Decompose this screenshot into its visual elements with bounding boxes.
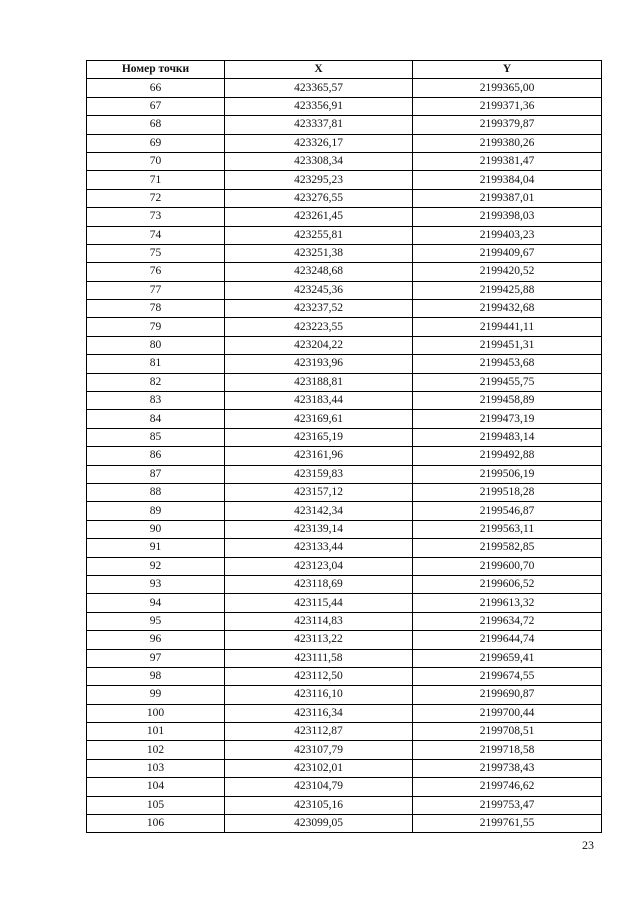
table-row: [87, 686, 602, 704]
y-cell: 2199420,52: [413, 263, 602, 281]
point-number-cell: 71: [87, 171, 225, 189]
point-number-cell: 68: [87, 116, 225, 134]
y-cell: 2199379,87: [413, 116, 602, 134]
x-cell: 423105,16: [225, 796, 413, 814]
table-row: [87, 575, 602, 593]
y-cell: 2199718,58: [413, 741, 602, 759]
point-number-cell: 77: [87, 281, 225, 299]
table-row: [87, 336, 602, 354]
x-cell: 423111,58: [225, 649, 413, 667]
table-row: [87, 355, 602, 373]
point-number-cell: 105: [87, 796, 225, 814]
table-row: [87, 79, 602, 97]
y-cell: 2199518,28: [413, 483, 602, 501]
header-y: Y: [413, 61, 602, 79]
x-cell: 423261,45: [225, 208, 413, 226]
y-cell: 2199483,14: [413, 428, 602, 446]
point-number-cell: 69: [87, 134, 225, 152]
y-cell: 2199384,04: [413, 171, 602, 189]
y-cell: 2199659,41: [413, 649, 602, 667]
y-cell: 2199644,74: [413, 631, 602, 649]
table-row: [87, 226, 602, 244]
header-x: X: [225, 61, 413, 79]
point-number-cell: 102: [87, 741, 225, 759]
y-cell: 2199425,88: [413, 281, 602, 299]
point-number-cell: 75: [87, 244, 225, 262]
y-cell: 2199453,68: [413, 355, 602, 373]
table-row: [87, 152, 602, 170]
point-number-cell: 84: [87, 410, 225, 428]
x-cell: 423245,36: [225, 281, 413, 299]
point-number-cell: 92: [87, 557, 225, 575]
x-cell: 423115,44: [225, 594, 413, 612]
table-row: [87, 557, 602, 575]
table-row: [87, 116, 602, 134]
y-cell: 2199398,03: [413, 208, 602, 226]
table-header-row: [87, 61, 602, 79]
table-row: [87, 318, 602, 336]
table-row: [87, 244, 602, 262]
table-row: [87, 300, 602, 318]
x-cell: 423169,61: [225, 410, 413, 428]
table-row: [87, 483, 602, 501]
y-cell: 2199365,00: [413, 79, 602, 97]
point-number-cell: 73: [87, 208, 225, 226]
table-row: [87, 631, 602, 649]
y-cell: 2199600,70: [413, 557, 602, 575]
point-number-cell: 66: [87, 79, 225, 97]
y-cell: 2199458,89: [413, 392, 602, 410]
y-cell: 2199451,31: [413, 336, 602, 354]
y-cell: 2199761,55: [413, 815, 602, 833]
y-cell: 2199582,85: [413, 539, 602, 557]
y-cell: 2199613,32: [413, 594, 602, 612]
y-cell: 2199371,36: [413, 97, 602, 115]
x-cell: 423107,79: [225, 741, 413, 759]
point-number-cell: 83: [87, 392, 225, 410]
table-row: [87, 741, 602, 759]
x-cell: 423237,52: [225, 300, 413, 318]
point-number-cell: 93: [87, 575, 225, 593]
point-number-cell: 82: [87, 373, 225, 391]
table-row: [87, 134, 602, 152]
y-cell: 2199700,44: [413, 704, 602, 722]
table-row: [87, 410, 602, 428]
point-number-cell: 87: [87, 465, 225, 483]
table-row: [87, 428, 602, 446]
x-cell: 423308,34: [225, 152, 413, 170]
table-row: [87, 667, 602, 685]
x-cell: 423165,19: [225, 428, 413, 446]
x-cell: 423116,10: [225, 686, 413, 704]
x-cell: 423365,57: [225, 79, 413, 97]
table-row: [87, 263, 602, 281]
point-number-cell: 85: [87, 428, 225, 446]
point-number-cell: 95: [87, 612, 225, 630]
y-cell: 2199674,55: [413, 667, 602, 685]
table-row: [87, 97, 602, 115]
y-cell: 2199455,75: [413, 373, 602, 391]
x-cell: 423204,22: [225, 336, 413, 354]
x-cell: 423276,55: [225, 189, 413, 207]
table-row: [87, 704, 602, 722]
y-cell: 2199738,43: [413, 759, 602, 777]
y-cell: 2199606,52: [413, 575, 602, 593]
x-cell: 423118,69: [225, 575, 413, 593]
y-cell: 2199746,62: [413, 778, 602, 796]
x-cell: 423157,12: [225, 483, 413, 501]
x-cell: 423099,05: [225, 815, 413, 833]
point-number-cell: 74: [87, 226, 225, 244]
point-number-cell: 70: [87, 152, 225, 170]
x-cell: 423251,38: [225, 244, 413, 262]
coordinates-table: [86, 60, 602, 833]
table-row: [87, 796, 602, 814]
x-cell: 423116,34: [225, 704, 413, 722]
page-number: 23: [582, 838, 594, 852]
table-row: [87, 189, 602, 207]
point-number-cell: 97: [87, 649, 225, 667]
x-cell: 423183,44: [225, 392, 413, 410]
table-row: [87, 594, 602, 612]
y-cell: 2199506,19: [413, 465, 602, 483]
point-number-cell: 96: [87, 631, 225, 649]
point-number-cell: 99: [87, 686, 225, 704]
header-point-number: Номер точки: [87, 61, 225, 79]
point-number-cell: 86: [87, 447, 225, 465]
table-row: [87, 208, 602, 226]
point-number-cell: 72: [87, 189, 225, 207]
x-cell: 423102,01: [225, 759, 413, 777]
x-cell: 423255,81: [225, 226, 413, 244]
x-cell: 423161,96: [225, 447, 413, 465]
table-row: [87, 447, 602, 465]
x-cell: 423337,81: [225, 116, 413, 134]
table-row: [87, 392, 602, 410]
x-cell: 423112,87: [225, 723, 413, 741]
y-cell: 2199409,67: [413, 244, 602, 262]
point-number-cell: 98: [87, 667, 225, 685]
point-number-cell: 79: [87, 318, 225, 336]
y-cell: 2199473,19: [413, 410, 602, 428]
x-cell: 423114,83: [225, 612, 413, 630]
x-cell: 423223,55: [225, 318, 413, 336]
point-number-cell: 67: [87, 97, 225, 115]
y-cell: 2199753,47: [413, 796, 602, 814]
x-cell: 423295,23: [225, 171, 413, 189]
point-number-cell: 104: [87, 778, 225, 796]
point-number-cell: 78: [87, 300, 225, 318]
x-cell: 423123,04: [225, 557, 413, 575]
point-number-cell: 100: [87, 704, 225, 722]
x-cell: 423139,14: [225, 520, 413, 538]
x-cell: 423112,50: [225, 667, 413, 685]
y-cell: 2199708,51: [413, 723, 602, 741]
table-row: [87, 373, 602, 391]
x-cell: 423326,17: [225, 134, 413, 152]
point-number-cell: 80: [87, 336, 225, 354]
y-cell: 2199563,11: [413, 520, 602, 538]
y-cell: 2199403,23: [413, 226, 602, 244]
x-cell: 423113,22: [225, 631, 413, 649]
table-row: [87, 539, 602, 557]
table-row: [87, 171, 602, 189]
point-number-cell: 106: [87, 815, 225, 833]
table-row: [87, 281, 602, 299]
point-number-cell: 91: [87, 539, 225, 557]
y-cell: 2199381,47: [413, 152, 602, 170]
table-body: [87, 79, 602, 833]
x-cell: 423159,83: [225, 465, 413, 483]
y-cell: 2199432,68: [413, 300, 602, 318]
point-number-cell: 90: [87, 520, 225, 538]
x-cell: 423133,44: [225, 539, 413, 557]
x-cell: 423356,91: [225, 97, 413, 115]
y-cell: 2199546,87: [413, 502, 602, 520]
point-number-cell: 89: [87, 502, 225, 520]
table-row: [87, 612, 602, 630]
x-cell: 423104,79: [225, 778, 413, 796]
point-number-cell: 81: [87, 355, 225, 373]
y-cell: 2199387,01: [413, 189, 602, 207]
y-cell: 2199380,26: [413, 134, 602, 152]
table-row: [87, 465, 602, 483]
x-cell: 423142,34: [225, 502, 413, 520]
table-row: [87, 815, 602, 833]
y-cell: 2199690,87: [413, 686, 602, 704]
point-number-cell: 88: [87, 483, 225, 501]
point-number-cell: 76: [87, 263, 225, 281]
x-cell: 423188,81: [225, 373, 413, 391]
table-row: [87, 520, 602, 538]
point-number-cell: 94: [87, 594, 225, 612]
point-number-cell: 101: [87, 723, 225, 741]
table-row: [87, 502, 602, 520]
y-cell: 2199492,88: [413, 447, 602, 465]
x-cell: 423193,96: [225, 355, 413, 373]
y-cell: 2199441,11: [413, 318, 602, 336]
y-cell: 2199634,72: [413, 612, 602, 630]
table-row: [87, 778, 602, 796]
x-cell: 423248,68: [225, 263, 413, 281]
table-row: [87, 649, 602, 667]
table-row: [87, 759, 602, 777]
table-row: [87, 723, 602, 741]
point-number-cell: 103: [87, 759, 225, 777]
